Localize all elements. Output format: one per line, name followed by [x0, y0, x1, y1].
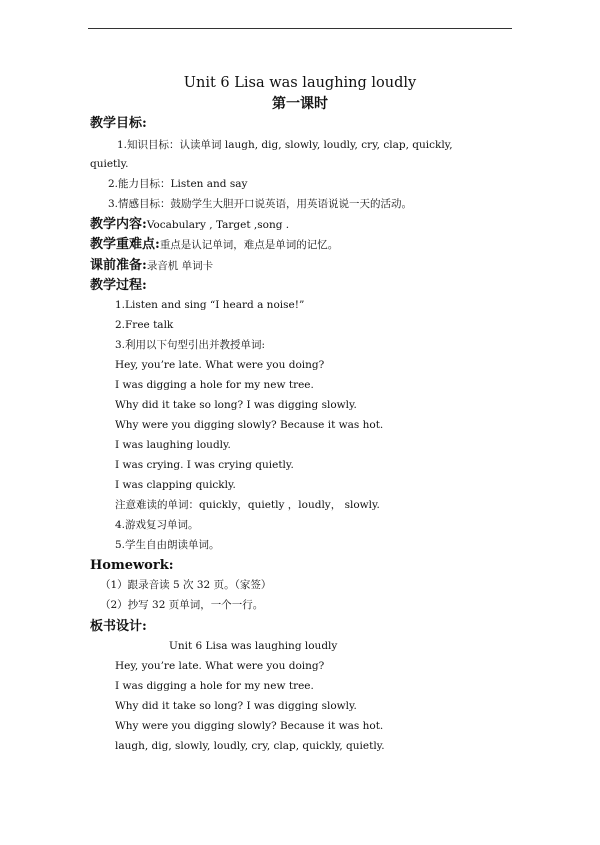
header-rule: [88, 28, 512, 29]
board-line: Why were you digging slowly? Because it was hot.: [115, 720, 384, 732]
keypoints-label: 教学重难点:: [90, 237, 160, 252]
process-line: 2.Free talk: [115, 319, 174, 331]
board-title: Unit 6 Lisa was laughing loudly: [169, 640, 338, 652]
content-text: Vocabulary , Target ,song .: [146, 219, 290, 231]
keypoints-row: [90, 238, 338, 251]
homework-heading: Homework:: [90, 558, 174, 573]
process-line: I was clapping quickly.: [115, 479, 236, 491]
process-line: I was laughing loudly.: [115, 439, 231, 451]
process-line: 3.利用以下句型引出并教授单词:: [115, 339, 266, 351]
board-line: Why did it take so long? I was digging slowly.: [115, 700, 357, 712]
process-line: Why were you digging slowly? Because it was hot.: [115, 419, 384, 431]
homework-item: （1）跟录音读 5 次 32 页。（家签）: [100, 579, 272, 591]
board-heading: 板书设计:: [90, 619, 147, 634]
homework-item: （2）抄写 32 页单词，一个一行。: [100, 599, 264, 611]
board-line: laugh, dig, slowly, loudly, cry, clap, quickly, quietly.: [115, 740, 385, 752]
process-line: I was crying. I was crying quietly.: [115, 459, 294, 471]
process-line: Why did it take so long? I was digging slowly.: [115, 399, 357, 411]
objective-emotion: 3.情感目标：鼓励学生大胆开口说英语，用英语说说一天的活动。: [108, 198, 413, 210]
preparation-label: 课前准备:: [90, 258, 147, 273]
objective-ability: 2.能力目标：Listen and say: [108, 178, 248, 190]
content-row: [90, 218, 289, 231]
objective-knowledge-cont: quietly.: [90, 158, 129, 170]
lesson-subtitle: 第一课时: [272, 96, 328, 112]
content-label: 教学内容:: [90, 217, 147, 232]
board-line: I was digging a hole for my new tree.: [115, 680, 314, 692]
board-line: Hey, you’re late. What were you doing?: [115, 660, 325, 672]
preparation-row: [90, 259, 213, 272]
process-line: I was digging a hole for my new tree.: [115, 379, 314, 391]
preparation-text: 录音机 单词卡: [146, 260, 214, 272]
objective-knowledge: 1.知识目标：认读单词 laugh, dig, slowly, loudly, cry, clap, quickly,: [117, 139, 453, 151]
process-line: 注意难读的单词：quickly，quietly ，loudly， slowly.: [115, 499, 380, 511]
objectives-heading: 教学目标:: [90, 116, 147, 131]
process-line: 1.Listen and sing “I heard a noise!”: [115, 299, 305, 311]
lesson-title: Unit 6 Lisa was laughing loudly: [183, 75, 417, 91]
process-line: 4.游戏复习单词。: [115, 519, 199, 531]
process-heading: 教学过程:: [90, 278, 147, 293]
process-line: 5.学生自由朗读单词。: [115, 539, 220, 551]
keypoints-text: 重点是认记单词，难点是单词的记忆。: [159, 239, 339, 251]
process-line: Hey, you’re late. What were you doing?: [115, 359, 325, 371]
